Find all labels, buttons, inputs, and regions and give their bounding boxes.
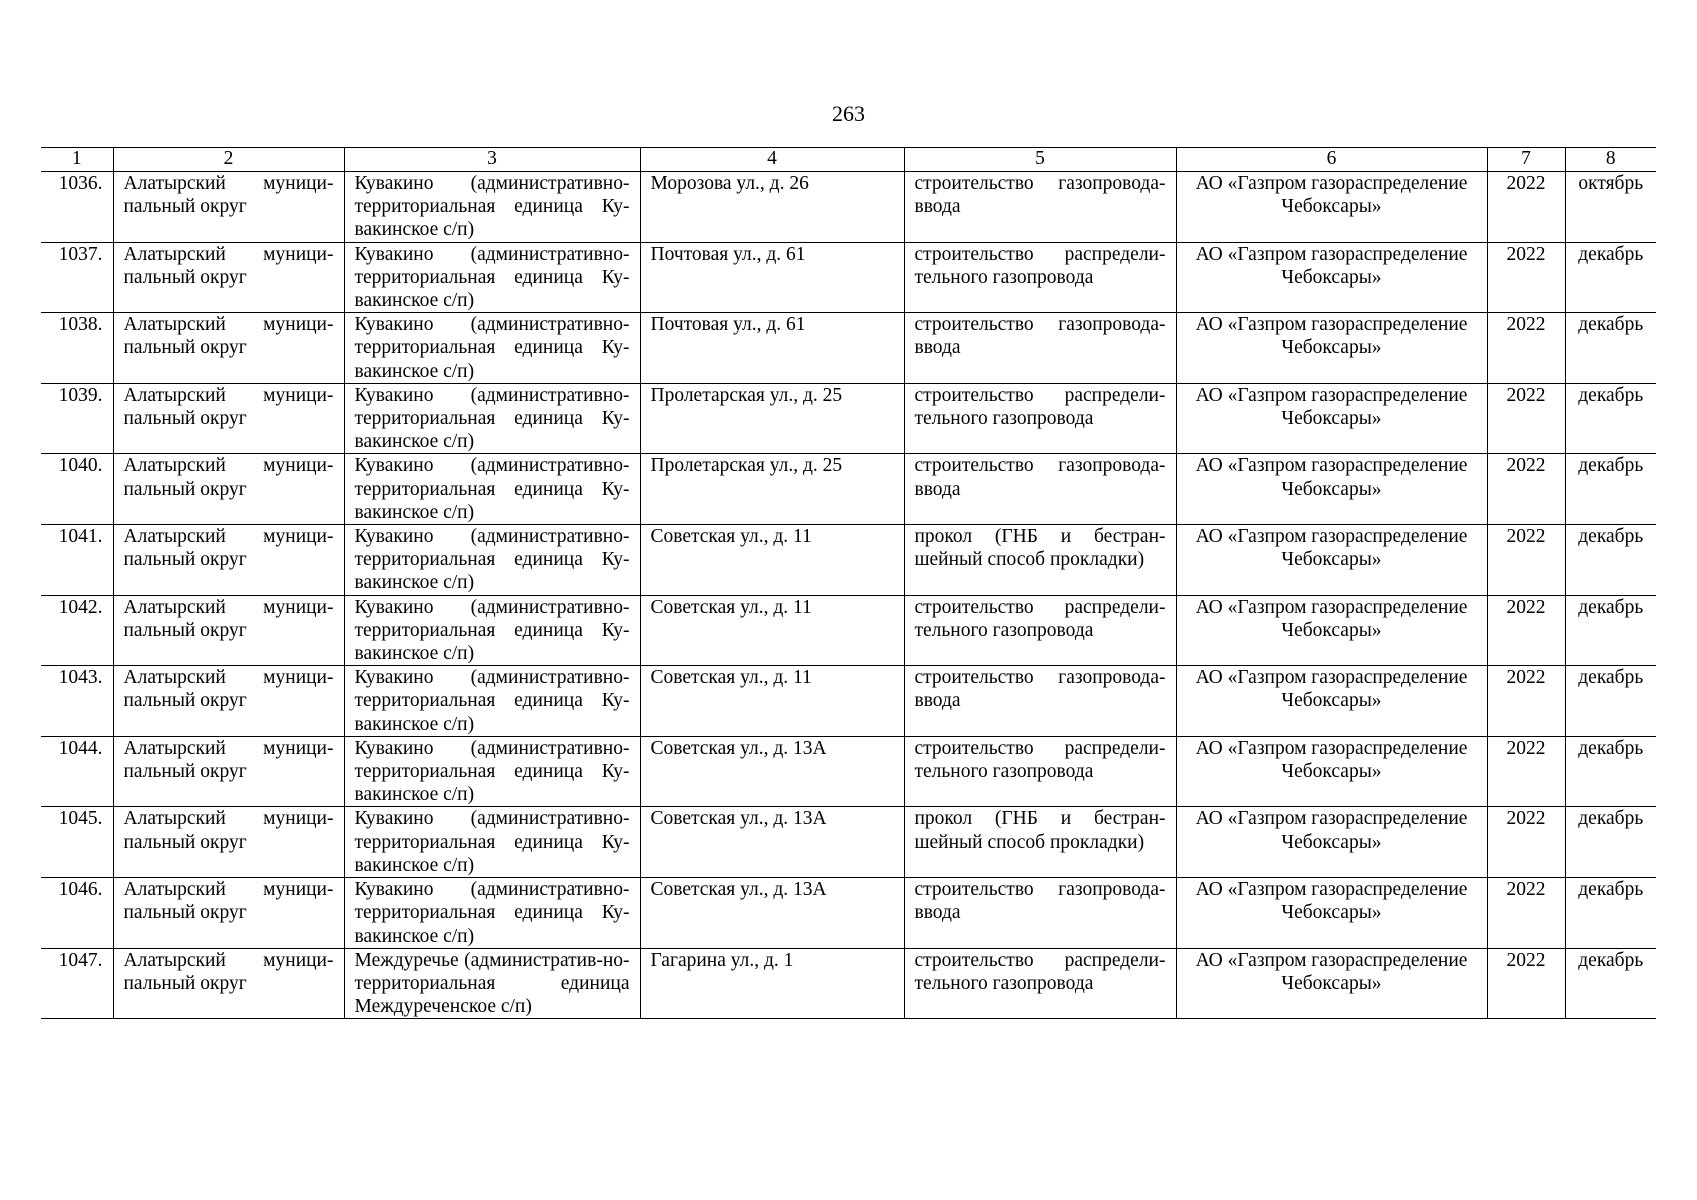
row-number: 1036.: [41, 172, 113, 243]
row-district: Алатырский муници-пальный округ: [113, 383, 344, 454]
table-row: [41, 807, 1656, 878]
row-year: 2022: [1487, 807, 1565, 878]
row-address: Советская ул., д. 13А: [640, 807, 904, 878]
row-district: Алатырский муници-пальный округ: [113, 878, 344, 949]
row-organization: АО «Газпром газораспределение Чебоксары»: [1176, 242, 1487, 313]
row-year: 2022: [1487, 736, 1565, 807]
row-year: 2022: [1487, 878, 1565, 949]
table-row: [41, 242, 1656, 313]
row-settlement: Кувакино (административно-территориальная единица Ку-вакинское с/п): [344, 595, 640, 666]
row-address: Советская ул., д. 11: [640, 525, 904, 596]
row-work-type: строительство газопровода-ввода: [904, 454, 1176, 525]
row-year: 2022: [1487, 454, 1565, 525]
row-organization: АО «Газпром газораспределение Чебоксары»: [1176, 948, 1487, 1019]
header-col-3: 3: [344, 148, 640, 172]
row-address: Гагарина ул., д. 1: [640, 948, 904, 1019]
row-work-type: строительство распредели-тельного газопровода: [904, 242, 1176, 313]
row-month: декабрь: [1565, 313, 1656, 384]
row-year: 2022: [1487, 172, 1565, 243]
header-col-7: 7: [1487, 148, 1565, 172]
row-organization: АО «Газпром газораспределение Чебоксары»: [1176, 172, 1487, 243]
gas-works-table: [41, 147, 1656, 1019]
row-settlement: Кувакино (административно-территориальная единица Ку-вакинское с/п): [344, 454, 640, 525]
row-number: 1042.: [41, 595, 113, 666]
row-address: Советская ул., д. 11: [640, 595, 904, 666]
row-district: Алатырский муници-пальный округ: [113, 807, 344, 878]
row-number: 1046.: [41, 878, 113, 949]
row-month: декабрь: [1565, 878, 1656, 949]
row-year: 2022: [1487, 383, 1565, 454]
row-address: Почтовая ул., д. 61: [640, 242, 904, 313]
table-row: [41, 383, 1656, 454]
row-work-type: строительство газопровода-ввода: [904, 172, 1176, 243]
row-settlement: Междуречье (административ-но-территориальная единица Междуреченское с/п): [344, 948, 640, 1019]
row-month: декабрь: [1565, 595, 1656, 666]
row-district: Алатырский муници-пальный округ: [113, 172, 344, 243]
row-work-type: строительство газопровода-ввода: [904, 666, 1176, 737]
row-settlement: Кувакино (административно-территориальная единица Ку-вакинское с/п): [344, 383, 640, 454]
row-month: декабрь: [1565, 666, 1656, 737]
row-year: 2022: [1487, 595, 1565, 666]
row-work-type: строительство распредели-тельного газопровода: [904, 595, 1176, 666]
row-address: Морозова ул., д. 26: [640, 172, 904, 243]
row-work-type: строительство распредели-тельного газопровода: [904, 383, 1176, 454]
row-address: Пролетарская ул., д. 25: [640, 454, 904, 525]
row-address: Почтовая ул., д. 61: [640, 313, 904, 384]
header-col-6: 6: [1176, 148, 1487, 172]
row-work-type: строительство распредели-тельного газопровода: [904, 736, 1176, 807]
row-address: Советская ул., д. 13А: [640, 878, 904, 949]
row-work-type: прокол (ГНБ и бестран-шейный способ прокладки): [904, 525, 1176, 596]
row-settlement: Кувакино (административно-территориальная единица Ку-вакинское с/п): [344, 807, 640, 878]
row-number: 1047.: [41, 948, 113, 1019]
row-settlement: Кувакино (административно-территориальная единица Ку-вакинское с/п): [344, 736, 640, 807]
row-number: 1037.: [41, 242, 113, 313]
row-month: декабрь: [1565, 383, 1656, 454]
row-organization: АО «Газпром газораспределение Чебоксары»: [1176, 736, 1487, 807]
row-number: 1044.: [41, 736, 113, 807]
row-work-type: прокол (ГНБ и бестран-шейный способ прокладки): [904, 807, 1176, 878]
row-address: Советская ул., д. 11: [640, 666, 904, 737]
row-year: 2022: [1487, 666, 1565, 737]
row-year: 2022: [1487, 525, 1565, 596]
row-organization: АО «Газпром газораспределение Чебоксары»: [1176, 666, 1487, 737]
table-row: [41, 172, 1656, 243]
table-row: [41, 454, 1656, 525]
row-organization: АО «Газпром газораспределение Чебоксары»: [1176, 878, 1487, 949]
table-body: [41, 172, 1656, 1019]
row-organization: АО «Газпром газораспределение Чебоксары»: [1176, 525, 1487, 596]
row-settlement: Кувакино (административно-территориальная единица Ку-вакинское с/п): [344, 878, 640, 949]
row-year: 2022: [1487, 313, 1565, 384]
row-month: декабрь: [1565, 454, 1656, 525]
row-settlement: Кувакино (административно-территориальная единица Ку-вакинское с/п): [344, 525, 640, 596]
header-col-8: 8: [1565, 148, 1656, 172]
header-row: [41, 148, 1656, 172]
row-address: Пролетарская ул., д. 25: [640, 383, 904, 454]
table-header: [41, 148, 1656, 172]
row-number: 1045.: [41, 807, 113, 878]
row-settlement: Кувакино (административно-территориальная единица Ку-вакинское с/п): [344, 313, 640, 384]
row-address: Советская ул., д. 13А: [640, 736, 904, 807]
header-col-2: 2: [113, 148, 344, 172]
row-month: декабрь: [1565, 242, 1656, 313]
page-number: 263: [832, 101, 865, 126]
row-number: 1043.: [41, 666, 113, 737]
row-year: 2022: [1487, 242, 1565, 313]
row-year: 2022: [1487, 948, 1565, 1019]
row-settlement: Кувакино (административно-территориальная единица Ку-вакинское с/п): [344, 666, 640, 737]
row-number: 1040.: [41, 454, 113, 525]
table-row: [41, 313, 1656, 384]
row-number: 1038.: [41, 313, 113, 384]
row-month: декабрь: [1565, 948, 1656, 1019]
row-month: декабрь: [1565, 807, 1656, 878]
row-organization: АО «Газпром газораспределение Чебоксары»: [1176, 595, 1487, 666]
row-district: Алатырский муници-пальный округ: [113, 242, 344, 313]
row-district: Алатырский муници-пальный округ: [113, 736, 344, 807]
row-district: Алатырский муници-пальный округ: [113, 313, 344, 384]
row-district: Алатырский муници-пальный округ: [113, 454, 344, 525]
row-work-type: строительство газопровода-ввода: [904, 878, 1176, 949]
table-row: [41, 878, 1656, 949]
row-organization: АО «Газпром газораспределение Чебоксары»: [1176, 383, 1487, 454]
table-row: [41, 666, 1656, 737]
row-settlement: Кувакино (административно-территориальная единица Ку-вакинское с/п): [344, 242, 640, 313]
header-col-1: 1: [41, 148, 113, 172]
header-col-5: 5: [904, 148, 1176, 172]
row-district: Алатырский муници-пальный округ: [113, 525, 344, 596]
row-organization: АО «Газпром газораспределение Чебоксары»: [1176, 454, 1487, 525]
row-month: декабрь: [1565, 736, 1656, 807]
table-row: [41, 525, 1656, 596]
row-district: Алатырский муници-пальный округ: [113, 948, 344, 1019]
table-row: [41, 736, 1656, 807]
row-month: декабрь: [1565, 525, 1656, 596]
table-row: [41, 948, 1656, 1019]
row-settlement: Кувакино (административно-территориальная единица Ку-вакинское с/п): [344, 172, 640, 243]
row-district: Алатырский муници-пальный округ: [113, 666, 344, 737]
header-col-4: 4: [640, 148, 904, 172]
table-row: [41, 595, 1656, 666]
row-organization: АО «Газпром газораспределение Чебоксары»: [1176, 807, 1487, 878]
row-number: 1039.: [41, 383, 113, 454]
row-number: 1041.: [41, 525, 113, 596]
row-district: Алатырский муници-пальный округ: [113, 595, 344, 666]
row-organization: АО «Газпром газораспределение Чебоксары»: [1176, 313, 1487, 384]
row-work-type: строительство газопровода-ввода: [904, 313, 1176, 384]
row-work-type: строительство распредели-тельного газопровода: [904, 948, 1176, 1019]
row-month: октябрь: [1565, 172, 1656, 243]
